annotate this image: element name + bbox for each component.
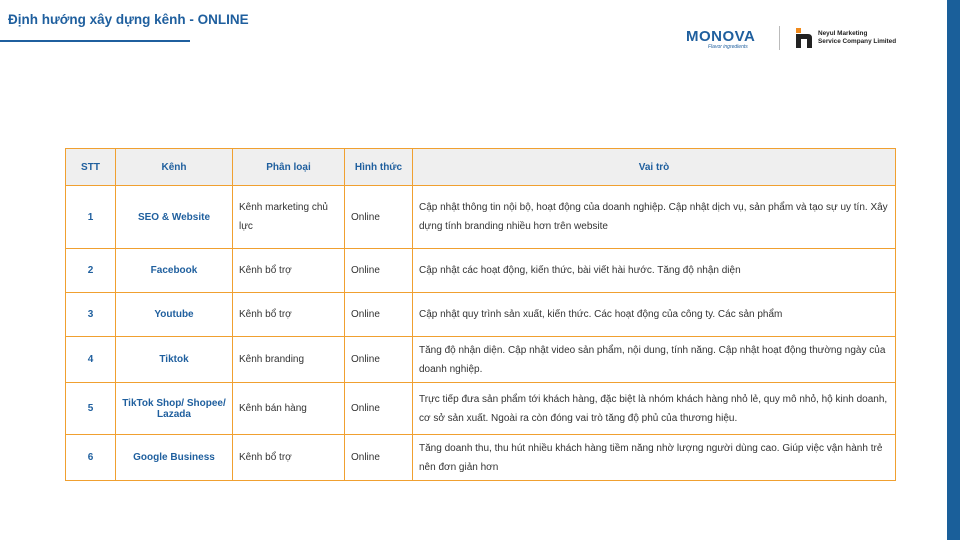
right-accent-bar — [947, 0, 960, 540]
cell-stt: 4 — [66, 337, 116, 383]
page-title: Định hướng xây dựng kênh - ONLINE — [8, 12, 249, 27]
header-role: Vai trò — [413, 149, 896, 186]
monova-logo-subtitle: Flavor ingredients — [708, 44, 748, 50]
cell-channel: Youtube — [116, 293, 233, 337]
cell-type: Kênh bán hàng — [233, 383, 345, 435]
table-row — [66, 249, 896, 293]
header-form: Hình thức — [345, 149, 413, 186]
cell-role: Cập nhật quy trình sản xuất, kiến thức. Các hoạt động của công ty. Các sản phẩm — [413, 293, 896, 337]
cell-form: Online — [345, 383, 413, 435]
table-row — [66, 186, 896, 249]
table-row — [66, 435, 896, 481]
cell-stt: 1 — [66, 186, 116, 249]
neyul-logo-line2: Service Company Limited — [818, 38, 897, 45]
title-underline — [0, 40, 190, 42]
cell-form: Online — [345, 186, 413, 249]
neyul-logo-text — [818, 30, 896, 46]
cell-form: Online — [345, 249, 413, 293]
cell-type: Kênh bổ trợ — [233, 435, 345, 481]
cell-channel: SEO & Website — [116, 186, 233, 249]
table-row — [66, 383, 896, 435]
table-header-row — [66, 149, 896, 186]
table-row — [66, 293, 896, 337]
header-type: Phân loại — [233, 149, 345, 186]
cell-channel: Tiktok — [116, 337, 233, 383]
cell-role: Tăng doanh thu, thu hút nhiều khách hàng tiềm năng nhờ lượng người dùng cao. Giúp việc vận hành trẻ nên đơn giản hơn — [413, 435, 896, 481]
neyul-logo-icon — [796, 28, 812, 48]
cell-stt: 3 — [66, 293, 116, 337]
monova-logo — [686, 28, 768, 52]
cell-stt: 2 — [66, 249, 116, 293]
cell-channel: Google Business — [116, 435, 233, 481]
cell-type: Kênh bổ trợ — [233, 293, 345, 337]
monova-logo-text: MONOVA — [686, 28, 756, 45]
cell-channel: TikTok Shop/ Shopee/ Lazada — [116, 383, 233, 435]
header-channel: Kênh — [116, 149, 233, 186]
cell-type: Kênh marketing chủ lực — [233, 186, 345, 249]
cell-form: Online — [345, 337, 413, 383]
cell-form: Online — [345, 293, 413, 337]
neyul-logo — [796, 28, 926, 50]
table-row — [66, 337, 896, 383]
cell-role: Trực tiếp đưa sản phẩm tới khách hàng, đặc biệt là nhóm khách hàng nhỏ lẻ, quy mô nhỏ, hộ kinh doanh, cơ sở sản xuất. Ngoài ra còn đóng vai trò tăng độ phủ của thương hiệu. — [413, 383, 896, 435]
cell-stt: 5 — [66, 383, 116, 435]
neyul-logo-line1: Neyul Marketing — [818, 30, 868, 37]
cell-role: Tăng độ nhận diện. Cập nhật video sản phẩm, nội dung, tính năng. Cập nhật hoạt động thường ngày của doanh nghiệp. — [413, 337, 896, 383]
channel-table — [65, 148, 896, 481]
cell-form: Online — [345, 435, 413, 481]
cell-channel: Facebook — [116, 249, 233, 293]
cell-type: Kênh bổ trợ — [233, 249, 345, 293]
cell-stt: 6 — [66, 435, 116, 481]
header-stt: STT — [66, 149, 116, 186]
cell-role: Cập nhật các hoạt động, kiến thức, bài viết hài hước. Tăng độ nhận diện — [413, 249, 896, 293]
cell-role: Cập nhật thông tin nội bộ, hoạt động của doanh nghiệp. Cập nhật dịch vụ, sản phẩm và tạo sự uy tín. Xây dựng tính branding nhiều hơn trên website — [413, 186, 896, 249]
cell-type: Kênh branding — [233, 337, 345, 383]
logo-divider — [779, 26, 780, 50]
